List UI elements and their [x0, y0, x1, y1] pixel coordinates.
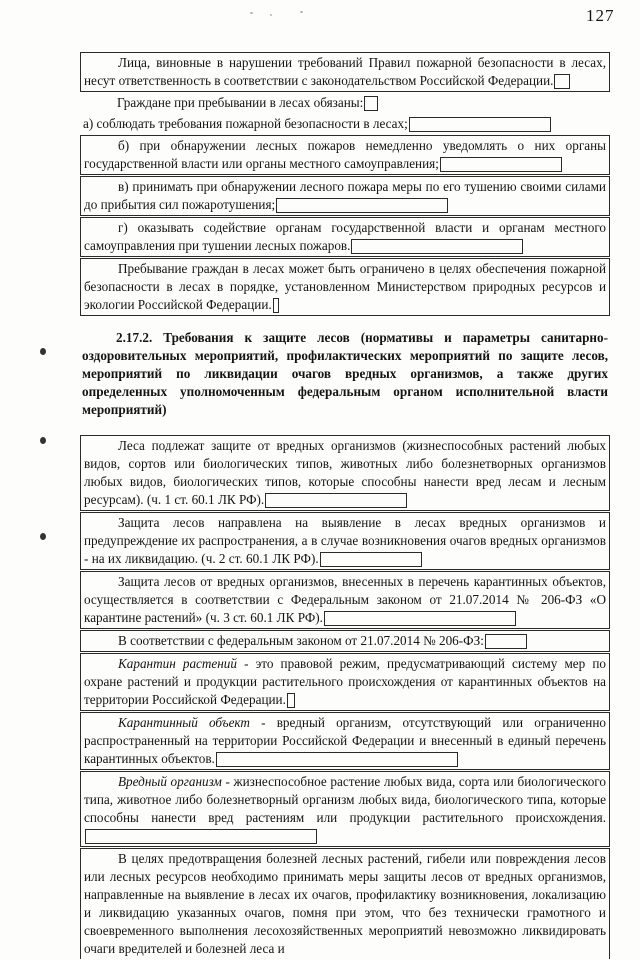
- definition-paragraph: Карантин растений - это правовой режим, предусматривающий систему мер по охране растений и продукции растительного происхождения от карантинных объектов на территории Российской Федерации.: [80, 653, 610, 711]
- paragraph: Леса подлежат защите от вредных организмов (жизнеспособных растений любых видов, сортов или биологических типов, животных либо болезнетворных организмов любых видов, биологических типов, которые способны нанести вред лесам и лесным ресурсам). (ч. 1 ст. 60.1 ЛК РФ).: [80, 435, 610, 511]
- paragraph: а) соблюдать требования пожарной безопасности в лесах;: [80, 114, 610, 134]
- paragraph: В соответствии с федеральным законом от 21.07.2014 № 206-ФЗ:: [80, 630, 610, 652]
- paragraph: Граждане при пребывании в лесах обязаны:: [80, 93, 610, 113]
- scan-speck: [270, 14, 272, 16]
- margin-bullet: [40, 533, 46, 540]
- paragraph: г) оказывать содействие органам государственной власти и органам местного самоуправления при тушении лесных пожаров.: [80, 217, 610, 257]
- paragraph: Защита лесов направлена на выявление в лесах вредных организмов и предупреждение их распространения, а в случае возникновения очагов вредных организмов - на их ликвидацию. (ч. 2 ст. 60.1 ЛК РФ).: [80, 512, 610, 570]
- margin-bullet: [40, 348, 46, 355]
- paragraph: В целях предотвращения болезней лесных растений, гибели или повреждения лесов или лесных ресурсов необходимо принимать меры защиты лесов от вредных организмов, направленные на выявление в лесах их очагов, профилактику возникновения, локализацию и ликвидацию указанных очагов, помня при этом, что без технически грамотного и своевременного выполнения лесохозяйственных мероприятий невозможно ликвидировать очаги вредителей и болезней леса и: [80, 848, 610, 959]
- page-number: 127: [586, 6, 615, 25]
- paragraph: в) принимать при обнаружении лесного пожара меры по его тушению своими силами до прибытия сил пожаротушения;: [80, 176, 610, 216]
- margin-bullet: [40, 437, 46, 444]
- scan-speck: [300, 11, 303, 13]
- paragraph: Пребывание граждан в лесах может быть ограничено в целях обеспечения пожарной безопасности в лесах в порядке, установленном Министерством природных ресурсов и экологии Российской Федерации.: [80, 258, 610, 316]
- paragraph: Защита лесов от вредных организмов, внесенных в перечень карантинных объектов, осуществляется в соответствии с Федеральным законом от 21.07.2014 № 206-ФЗ «О карантине растений» (ч. 3 ст. 60.1 ЛК РФ).: [80, 571, 610, 629]
- section-heading: 2.17.2. Требования к защите лесов (нормативы и параметры санитарно-оздоровительных мероприятий, профилактических мероприятий по защите лесов, мероприятий по ликвидации очагов вредных организмов, а также других определенных уполномоченным федеральным органом исполнительной власти мероприятий): [82, 330, 608, 417]
- definition-paragraph: Карантинный объект - вредный организм, отсутствующий или ограниченно распространенный на территории Российской Федерации и внесенный в единый перечень карантинных объектов.: [80, 712, 610, 770]
- definition-paragraph: Вредный организм - жизнеспособное растение любых вида, сорта или биологического типа, животное либо болезнетворный организм любых вида, биологического типа, которые способны нанести вред растениям или продукции растительного происхождения.: [80, 771, 610, 847]
- paragraph: б) при обнаружении лесных пожаров немедленно уведомлять о них органы государственной власти или органы местного самоуправления;: [80, 135, 610, 175]
- scan-speck: [250, 12, 253, 14]
- paragraph: Лица, виновные в нарушении требований Правил пожарной безопасности в лесах, несут ответственность в соответствии с законодательством Российской Федерации.: [80, 52, 610, 92]
- document-body: [80, 52, 610, 960]
